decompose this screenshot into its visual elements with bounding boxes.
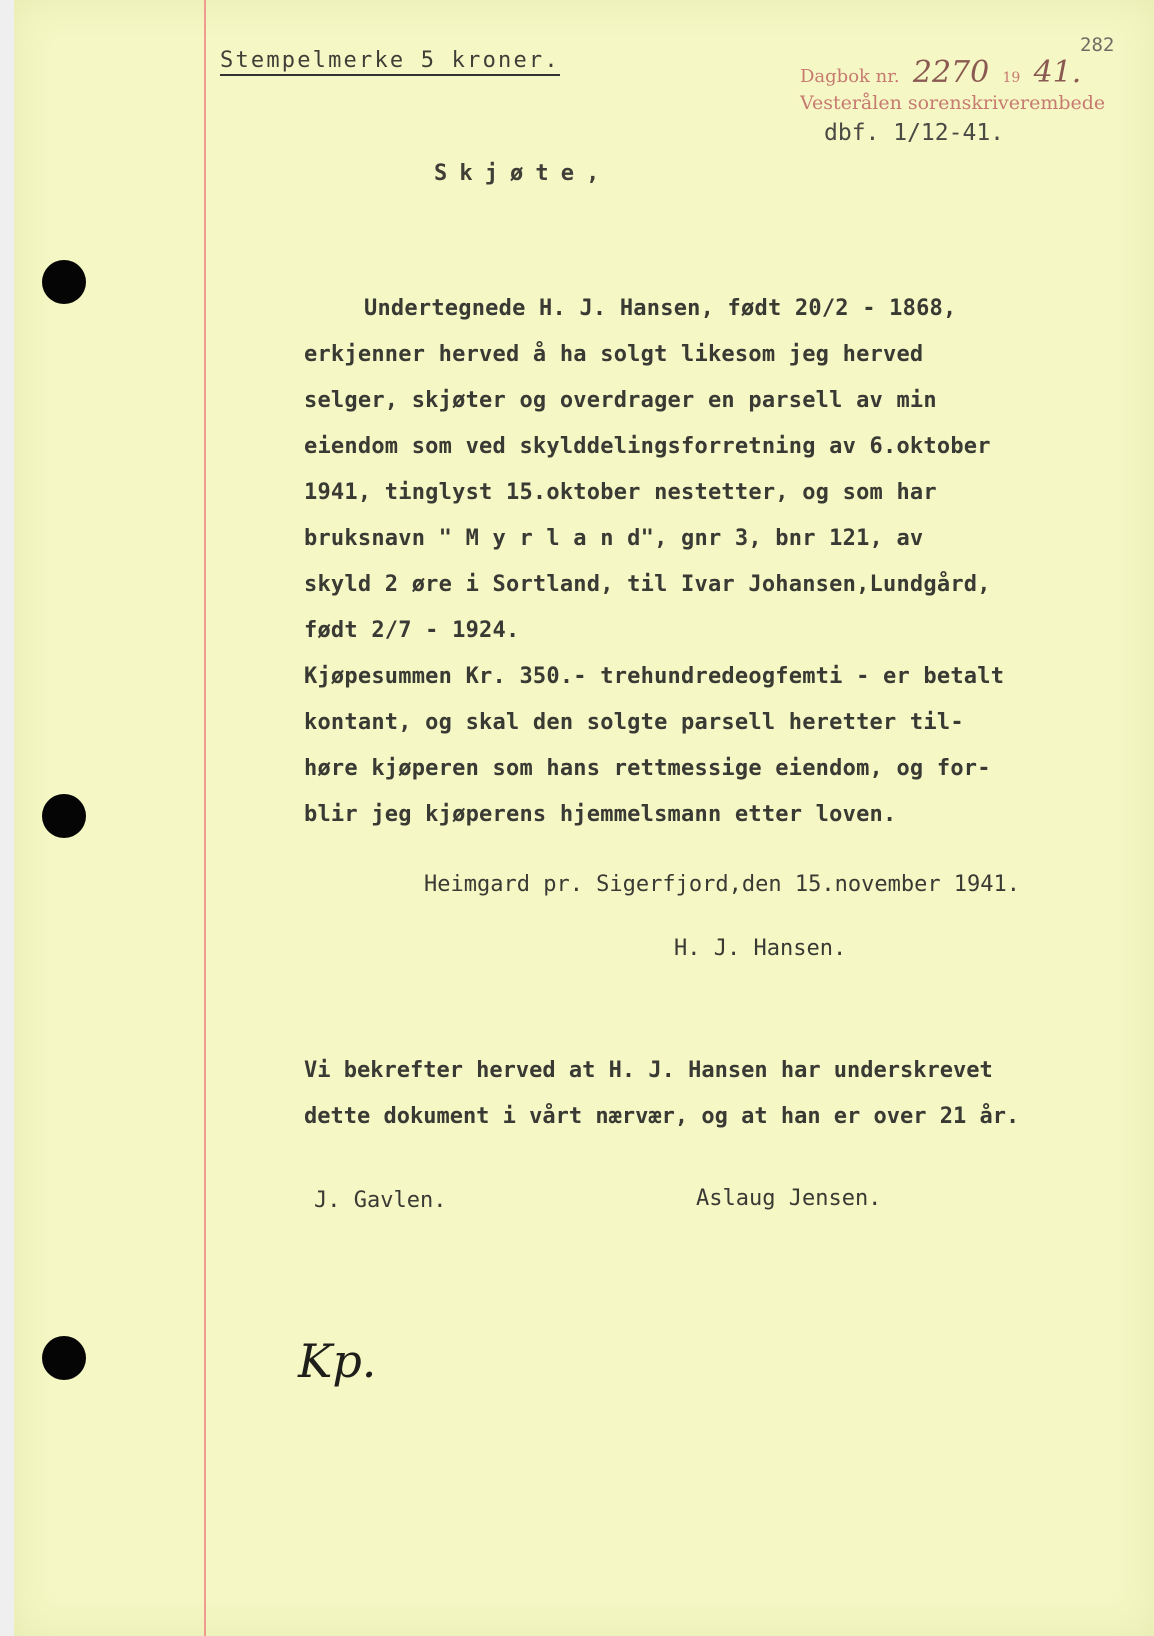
punch-hole-top (42, 260, 86, 304)
body-line: kontant, og skal den solgte parsell heretter til- (304, 710, 964, 735)
stamp-heading: Stempelmerke 5 kroner. (220, 50, 560, 76)
page-number: 282 (1080, 34, 1115, 56)
body-line: Undertegnede H. J. Hansen, født 20/2 - 1868, (364, 296, 957, 321)
seller-signature: H. J. Hansen. (674, 936, 847, 961)
dbf-date: dbf. 1/12-41. (824, 120, 1005, 146)
body-line: født 2/7 - 1924. (304, 618, 520, 643)
body-line: bruksnavn " M y r l a n d", gnr 3, bnr 121, av (304, 526, 924, 551)
deed-body (304, 296, 1024, 848)
body-line: selger, skjøter og overdrager en parsell av min (304, 388, 937, 413)
document-page (14, 0, 1154, 1636)
witness-1: J. Gavlen. (314, 1188, 447, 1213)
body-line: høre kjøperen som hans rettmessige eiendom, og for- (304, 756, 991, 781)
registry-office: Vesterålen sorenskriverembede (800, 92, 1106, 114)
place-date: Heimgard pr. Sigerfjord,den 15.november 1941. (424, 872, 1021, 897)
witness-line: Vi bekrefter herved at H. J. Hansen har underskrevet (304, 1058, 993, 1083)
witness-line: dette dokument i vårt nærvær, og at han er over 21 år. (304, 1104, 1020, 1129)
body-line: 1941, tinglyst 15.oktober nestetter, og som har (304, 480, 937, 505)
registry-year: 41 (1033, 55, 1072, 90)
document-title: Skjøte, (434, 161, 612, 186)
margin-rule (204, 0, 206, 1636)
registry-number: 2270 (912, 55, 990, 90)
punch-hole-middle (42, 794, 86, 838)
registry-prefix: Dagbok nr. (800, 66, 900, 87)
registry-stamp: Dagbok nr. 2270 19 41. (800, 55, 1082, 90)
initials: Kp. (298, 1334, 377, 1388)
body-line: skyld 2 øre i Sortland, til Ivar Johansen,Lundgård, (304, 572, 991, 597)
body-line: erkjenner herved å ha solgt likesom jeg herved (304, 342, 924, 367)
registry-year-prefix: 19 (1002, 70, 1021, 86)
punch-hole-bottom (42, 1336, 86, 1380)
witness-2: Aslaug Jensen. (696, 1186, 882, 1211)
body-line: Kjøpesummen Kr. 350.- trehundredeogfemti - er betalt (304, 664, 1005, 689)
body-line: eiendom som ved skylddelingsforretning av 6.oktober (304, 434, 991, 459)
body-line: blir jeg kjøperens hjemmelsmann etter loven. (304, 802, 897, 827)
